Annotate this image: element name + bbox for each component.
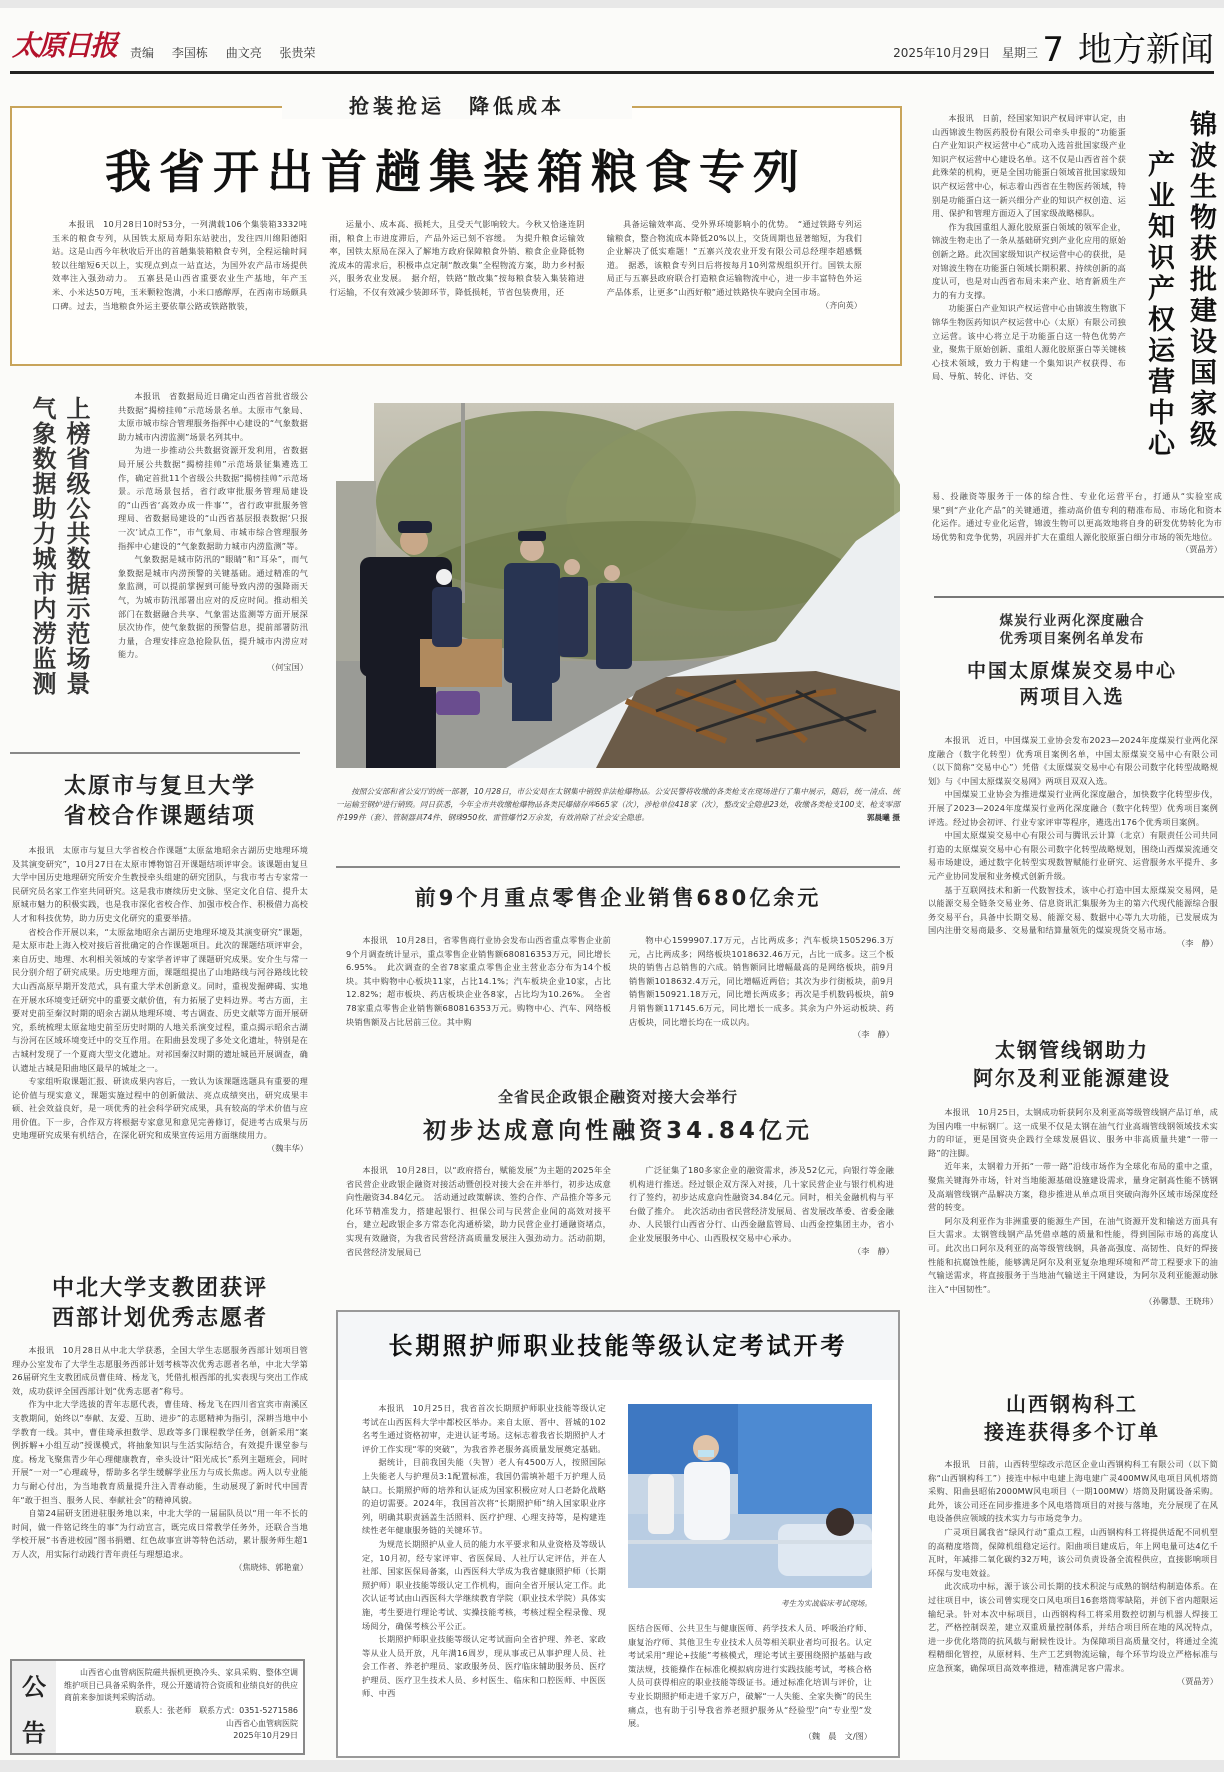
paragraph: 此次成功中标，源于该公司长期的技术积淀与成熟的钢结构制造体系。在过往项目中，该公司曾实现交口风电项目16套塔筒零缺陷，并创下省内超限运输纪录。针对本次中标项目，山西钢构科工将采用数控切割与机器人焊接工艺，严格控制误差，建立双重质量控制体系，并结合项目所在地的风况特点，进一步优化塔筒的抗风载与耐候性设计。为保障项目高质量交付，将通过全流程精细化管控，从原材料、生产工艺到物流运输，每个环节均设立严格标准与应急预案，确保项目高效率推进，精准满足客户需求。	[928, 1581, 1218, 1673]
dateline	[885, 44, 1038, 61]
notice-contact-block	[64, 1705, 298, 1743]
feature-column: 具备运输效率高、受外界环境影响小的优势。 “通过铁路专列运输粮食，整合物流成本降低20%以上，交货周期也显著缩短，为我们企业解决了低实难题！”五寨兴茂农业开发有限公司总经理李超感慨道。 据悉，该粮食专列日后将按每月10列常规组织开行。国铁太原局正与五寨县政府联合打造粮食运输物流中心，进一步丰富特色外运产品体系，让更多“山西好粮”通过铁路快车驶向全国市场。	[606, 219, 862, 297]
headline-line: 山西钢构科工	[1006, 1392, 1138, 1416]
steel-structure-body	[928, 1458, 1218, 1687]
headline-line: 产业知识产权运营中心	[1143, 150, 1174, 460]
coal-kicker	[924, 612, 1220, 648]
feature-column: 本报讯 10月28日10时53分，一列满载106个集装箱3332吨玉米的粮食专列，从国铁太原局寿阳东站驶出，发往四川绵阳德阳站。这是山西今年秋收后开出的首趟集装箱粮食专列，全程运输时间较以往缩短6天以上，实现点到点一站直达，为国外农产品市场提供效率注入强劲动力。 五寨县是山西省重要农业生产基地，年产玉米、小米达50万吨，玉米颗粒饱满，小米口感醇厚，在西南市场颇具口碑。过去，当地粮食外运主要依靠公路或铁路散装，	[52, 219, 308, 311]
paragraph: 气象数据是城市防汛的“眼睛”和“耳朵”，而气象数据是城市内涝预警的关键基础。通过精准的气象监测，可以提前掌握到可能导致内涝的强降雨天气，为城市防汛部署出应对的反应时间。推动相关部门在数据融合共享、气象雷达监测等方面开展深层次协作，使气象数据的预警信息，提前部署防汛力量，合理安排应急抢险队伍，提升城市内涝应对能力。	[118, 554, 308, 660]
paragraph: 本报讯 10月28日从中北大学获悉，全国大学生志愿服务西部计划项目管理办公室发布了大学生志愿服务西部计划考核等次优秀志愿者名单，中北大学第26届研究生支教团成员曹佳琦、杨龙飞，凭借扎根西部的扎实表现与突出工作成效，成功获评全国西部计划“优秀志愿者”称号。	[12, 1345, 308, 1396]
editors-line	[130, 44, 330, 61]
headline-line: 太原市与复旦大学	[63, 774, 256, 799]
coal-body	[928, 734, 1218, 949]
paragraph: 据统计，目前我国失能（失智）老人有4500万人，按照国际上失能老人与护理员3:1配置标准，我国仍需填补超千万护理人员缺口。长期照护师的培养和认证成为国家积极应对人口老龄化战略的迫切需要。2024年，我国首次将“长期照护师”纳入国家职业序列，明确其职责涵盖生活照料、医疗护理、心理支持等，是构建连续性老年健康服务链的关键环节。	[362, 1457, 606, 1536]
paragraph: 本报讯 10月25日，太钢成功斩获阿尔及利亚高等级管线钢产品订单，成为国内唯一中标钢厂。这一成果不仅是太钢在油气行业高端管线钢领域技术实力的印证，更是国资央企践行全球发展倡议、服务中非高质量共建“一带一路”的注脚。	[928, 1107, 1218, 1158]
paragraph: 阿尔及利亚作为非洲重要的能源生产国，在油气资源开发和输送方面具有巨大需求。太钢管线钢产品凭借卓越的质量和性能，得到国际市场的高度认可。此次出口阿尔及利亚的高等级管线钢，具备高强度、高韧性、良好的焊接性能和抗腐蚀性能，能够满足阿尔及利亚复杂地理环境和严苛工程要求下的油气输送需求，将直接服务于当地油气输送主干网建设，为阿尔及利亚能源动脉注入“中国韧性”。	[928, 1215, 1218, 1294]
feature-article	[10, 94, 902, 366]
public-notice	[10, 1659, 305, 1755]
retail-headline[interactable]: 前9个月重点零售企业销售680亿余元	[414, 886, 822, 910]
byline: （李 静）	[1177, 937, 1218, 948]
divider	[934, 596, 1224, 598]
byline: （贾晶芳）	[1181, 544, 1222, 555]
page-header	[1042, 22, 1214, 71]
feature-kicker: 抢装抢运 降低成本	[282, 90, 632, 119]
paragraph: 本报讯 太原市与复旦大学省校合作课题“太原盆地昭余古湖历史地理环境及其演变研究”，10月27日在太原市博物馆召开课题结项评审会。该课题由复旦大学中国历史地理研究所安介生教授牵头组建的研究团队，与我市考古专家常一民研究员名家工作室共同研究。这是我市赓续历史文脉、坚定文化自信、提升太原城市魅力的积极实践，也是我市深化省校合作、加强市校合作、积极借力高校人才和科技优势，助力历史文化研究的重要举措。	[12, 845, 308, 923]
photo-illustration	[336, 391, 900, 768]
ip-center-body	[932, 112, 1126, 384]
notice-body: 山西省心血管病医院磁共振机更换冷头、家具采购、整体空调维护项目已具备采购条件，现公开邀请符合资质和业绩良好的供应商前来参加谈判采购活动。	[64, 1668, 298, 1703]
steel-pipeline-headline[interactable]	[924, 1036, 1220, 1092]
paragraph: 本报讯 日前，经国家知识产权局评审认定，由山西锦波生物医药股份有限公司牵头申报的“功能蛋白产业知识产权运营中心”成功入选首批国家级产业知识产权运营中心建设名单。这不仅是山西省首个获此殊荣的机构，更是全国功能蛋白领域首批国家级知识产权运营中心，标志着山西省在生物医药领域，特别是功能蛋白这一新兴细分产业的知识产权创造、运用、保护和管理方面迈入了国家级战略梯队。	[932, 113, 1126, 219]
fudan-headline[interactable]	[10, 772, 310, 832]
fudan-body	[12, 844, 308, 1154]
steel-structure-headline[interactable]	[924, 1390, 1220, 1446]
article-column: 物中心1599907.17万元，占比两成多；汽车板块1505296.3万元，占比两成多；网络板块1018632.46万元，占比一成多。这三个板块的销售占总销售的六成。销售额同比增幅最高的是网络板块，前9月销售额1018632.4万元，同比增幅近两倍；其次为步行街板块，前9月销售额150921.18万元，同比增长两成多；再次是手机数码板块，前9月销售额117145.6万元，同比增长一成多。其余为户外运动板块、药店板块，同比增长均在一成以内。	[629, 935, 894, 1027]
headline-line: 西部计划优秀志愿者	[51, 1306, 268, 1331]
notice-label-char: 公	[22, 1672, 46, 1701]
paragraph: 广灵项目属我省“绿风行动”重点工程，山西钢构科工将提供适配不同机型的高精度塔筒，保障机组稳定运行。阳曲项目建成后，年上网电量可达4亿千瓦时，年减排二氧化碳约32万吨，该公司负责设备全流程供应，直接影响项目环保与发电效益。	[928, 1526, 1218, 1578]
section-name: 地方新闻	[1078, 30, 1214, 70]
paragraph: 本报讯 近日，中国煤炭工业协会发布2023—2024年度煤炭行业两化深度融合（数字化转型）优秀项目案例名单，中国太原煤炭交易中心有限公司（以下简称“交易中心”）凭借《太原煤炭交易中心有限公司数字化转型战略规划》与《中国太原煤炭交易网》两项目双双入选。	[928, 735, 1218, 786]
headline-line: 中国太原煤炭交易中心	[966, 660, 1177, 682]
sign-board	[436, 691, 480, 715]
paragraph: 医结合医师、公共卫生与健康医师、药学技术人员、呼吸治疗师、康复治疗师、其他卫生专业技术人员等相关职业者均可报名。认定考试采用“理论+技能”考核模式，理论考试主要围绕照护基础与政策法规，技能操作在标准化模拟病房进行实践技能考试，考核合格人员可获得相应的职业技能等级证书。通过标准化培训与评价，让专业长期照护师走进千家万户，破解“一人失能、全家失衡”的民生痛点，也有助于引导我省养老照护服务从“经验型”向“专业型”发展。	[628, 1623, 872, 1729]
headline-line: 阿尔及利亚能源建设	[973, 1066, 1171, 1090]
byline: （贾晶芳）	[1177, 1675, 1218, 1686]
weather-data-body	[118, 390, 308, 673]
masthead	[10, 22, 1214, 74]
newspaper-logo[interactable]: 太原日报	[12, 29, 117, 62]
ip-center-article	[920, 106, 1220, 586]
care-exam-headline[interactable]: 长期照护师职业技能等级认定考试开考	[338, 1312, 898, 1380]
byline: （魏 晨 文/图）	[803, 1730, 872, 1741]
issue-weekday: 星期三	[1001, 46, 1038, 60]
page-number: 7	[1042, 30, 1064, 70]
paragraph: 作为中北大学选拔的青年志愿代表，曹佳琦、杨龙飞在四川省宜宾市南溪区支教期间，始终以“奉献、友爱、互助、进步”的志愿精神为指引，深耕当地中小学教育一线。其中，曹佳琦承担数学、思政等多门课程教学任务，创新采用“案例拆解+小组互动”授课模式，将抽象知识与生活实际结合，有效提升课堂参与度。杨龙飞聚焦青少年心理健康教育，牵头设计“阳光成长”系列主题班会，同时开展“一对一”心理疏导，帮助多名学生缓解学业压力与成长焦虑。两人以专业能力与耐心付出，为当地教育质量提升注入青春动能，生动展现了新时代中国青年“敢于担当、服务人民、奉献社会”的精神风貌。	[12, 1399, 308, 1505]
zhongbei-headline[interactable]	[10, 1274, 310, 1334]
editor-name: 李国栋	[171, 46, 208, 60]
photo-credit: 郭晨曦 摄	[866, 812, 900, 822]
paragraph: 长期照护师职业技能等级认定考试面向全省护理、养老、家政等从业人员开放，凡年满16周岁，现从事或已从事护理人员、社会工作者、养老护理员、家政服务员、医疗临床辅助服务员、医疗护理员、医疗卫生技术人员、乡村医生、临床和口腔医师、中医医师、中西	[362, 1634, 606, 1699]
editor-name: 曲文亮	[225, 46, 262, 60]
feature-column: 运量小、成本高、损耗大，且受天气影响较大。今秋又恰逢连阴雨，粮食上市进度滞后，产品外运已刻不容缓。 为提升粮食运输效率，国铁太原局在深入了解地方政府保障粮食外销、粮食企业降低物流成本的需求后，积极串点定制“散改集”全程物流方案，助力乡村振兴，服务农业发展。 据介绍，铁路“散改集”按每粮食装入集装箱进行运输，不仅有效减少装卸环节，降低损耗，节省包装费用，还	[329, 219, 585, 297]
divider	[10, 752, 300, 754]
byline: （焦晓炜、郭艳童）	[234, 1561, 308, 1572]
weapons-destruction-photo[interactable]	[336, 391, 900, 768]
headline-line: 接连获得多个订单	[984, 1420, 1160, 1444]
byline: （李 静）	[853, 1245, 894, 1256]
paragraph: 本报讯 10月25日，我省首次长期照护师职业技能等级认定考试在山西医科大学中都校区举办。来自太原、晋中、晋城的102名考生通过资格初审，走进认证考场。这标志着我省长期照护人才评价工作实现“零的突破”，为我省养老服务高质量发展奠定基础。	[362, 1403, 606, 1454]
editor-name: 张贵荣	[279, 46, 316, 60]
byline: （孙馨慧、王晓玮）	[1144, 1296, 1218, 1307]
paragraph: 为规范长期照护从业人员的能力水平要求和从业资格及等级认定，10月初，经专家评审、省医保局、人社厅认定评估，并在人社部、国家医保局备案，山西医科大学成为我省健康照护师（长期照护师）职业技能等级认定工作机构，面向全省开展认定工作。此次认证考试由山西医科大学继续教育学院（职业技术学院）具体实施，考生要进行理论考试、实操技能考核，考核过程全程录像、现场阅分，确保考核公平公正。	[362, 1538, 606, 1631]
article-column: 本报讯 10月28日，省零售商行业协会发布山西省重点零售企业前9个月调查统计显示，重点零售企业销售额680816353万元，同比增长6.95%。 此次调查的全省78家重点零售企业主营业态分布为14个板块。其中购物中心板块11家，占比14.1%；汽车板块企业10家，占比12.82%；超市板块、药店板块企业各8家，占比均为10.26%。 全省78家重点零售企业销售额680816353万元。购物中心、汽车、网络板块销售额及占比居前三位。其中购	[346, 935, 611, 1027]
care-exam-body-right	[628, 1622, 872, 1742]
headline-line: 气象数据助力城市内涝监测	[28, 396, 56, 696]
feature-headline[interactable]: 我省开出首趟集装箱粮食专列	[105, 145, 807, 199]
finance-body	[346, 1164, 894, 1259]
coal-headline[interactable]	[924, 658, 1220, 710]
finance-kicker: 全省民企政银企融资对接大会举行	[497, 1088, 738, 1106]
feature-byline: （齐向英）	[821, 299, 862, 310]
divider	[336, 866, 900, 868]
patient-bed	[778, 1524, 872, 1576]
paragraph: 中国太原煤炭交易中心有限公司与腾讯云计算（北京）有限责任公司共同打造的太原煤炭交易中心有限公司数字化转型战略规划，围绕山西煤炭流通交易市场建设，通过数字化转型实现数智赋能行业研究、运营服务水平提升、多元产业协同发展和业务模式创新升级。	[928, 830, 1218, 881]
notice-label-char: 告	[22, 1718, 46, 1747]
headline-line: 锦波生物获批建设国家级	[1185, 110, 1216, 451]
zhongbei-body	[12, 1344, 308, 1573]
paragraph: 省校合作开展以来，“太原盆地昭余古湖历史地理环境及其演变研究”课题，是太原市赴上海入校对接后首批确定的合作课题项目。此次的课题结项评审会，来自历史、地理、水利相关领域的专家学者评审了课题研究成果。安介生与常一民分别介绍了研究成果。历史地理方面，课题组提出了山地路线与河谷路线比较大山西高原早期开发范式，具有重大学术创新意义。同时，重视发掘碑碣、实地在开展水环境变迁研究中的重要文献价值，有力拓展了史料边界。考古方面，主要对史前至秦汉时期的昭余古湖从地理环境、考古调查、历史文献等方面开展研究，系统梳理太原盆地史前至历史时期的人地关系演变过程，重点揭示昭余古湖与汾河在区域环境变迁中的交互作用。在阳曲县发现了多处文化遗址，特别是在古城村发现了一个夏商大型文化遗址。对祁国秦汉时期的遗址城邑开展调查，确认遗址古城是阳曲地区最早的城址之一。	[12, 926, 308, 1073]
kicker-line: 优秀项目案例名单发布	[999, 631, 1145, 647]
paragraph: 为进一步推动公共数据资源开发利用，省数据局开展公共数据“揭榜挂帅”示范场景征集遴选工作，确定首批11个省级公共数据“揭榜挂帅”示范场景。示范场景包括，省行政审批服务管理局建设的“山西省‘高效办成一件事’”，省行政审批服务管理局、省数据局建设的“山西省基层报表数据‘只报一次’试点工作”，市气象局、市城市综合管理服务指挥中心建设的“气象数据助力城市内涝监测”等。	[118, 445, 308, 551]
editors-label: 责编	[130, 46, 155, 60]
care-exam-photo[interactable]	[628, 1404, 872, 1588]
headline-line: 中北大学支教团获评	[51, 1276, 268, 1301]
headline-line: 上榜省级公共数据示范场景	[62, 396, 90, 696]
carton-box	[420, 639, 502, 687]
byline: （何宝国）	[267, 661, 308, 672]
byline: （魏丰华）	[267, 1143, 308, 1154]
newspaper-page	[0, 8, 1224, 1760]
paragraph: 中国煤炭工业协会为推进煤炭行业两化深度融合，加快数字化转型步伐，开展了2023—2024年度煤炭行业两化深度融合（数字化转型）优秀项目案例评选。经过协会初评、行业专家评审等程序，遴选出176个优秀项目案例。	[928, 789, 1218, 827]
finance-headline[interactable]: 初步达成意向性融资34.84亿元	[423, 1118, 813, 1144]
paragraph: 作为我国重组人源化胶原蛋白领域的领军企业，锦波生物走出了一条从基础研究到产业化应用的原始创新之路。此次国家级知识产权运营中心的获批，是对锦波生物在功能蛋白领域长期积累、持续创新的高度认可，也是对山西省布局未来产业、培育新质生产力的有力支撑。	[932, 221, 1126, 300]
ip-center-body-wide	[932, 490, 1222, 555]
retail-body	[346, 934, 894, 1040]
notice-date: 2025年10月29日	[233, 1731, 298, 1741]
steel-pipeline-body	[928, 1106, 1218, 1307]
headline-line: 两项目入选	[1019, 686, 1125, 708]
headline-line: 太钢管线钢助力	[995, 1038, 1149, 1062]
paragraph: 基于互联网技术和新一代数智技术，该中心打造中国太原煤炭交易网，是以能源交易全链条交易业务、信息资讯汇集服务为主的第六代现代能源综合服务交易平台，具备中长期交易、能源交易、数据中心等九大功能，已发展成为国内注册交易商最多、交易量和结算量领先的煤炭现货交易市场。	[928, 884, 1218, 936]
byline: （李 静）	[853, 1029, 894, 1040]
weather-data-headline[interactable]	[28, 396, 90, 696]
care-exam-article	[336, 1310, 900, 1758]
paragraph: 本报讯 日前，山西转型综改示范区企业山西钢构科工有限公司（以下简称“山西钢构科工”）接连中标中电建上海电建广灵400MW风电项目风机塔筒采购、阳曲县昭佑2000MW风电项目（一期100MW）塔筒及附属设备采购。此外，该公司还在同步推进多个风电塔筒项目的对接与落地，充分展现了在风电设备供应领域的技术实力与市场竞争力。	[928, 1459, 1218, 1524]
headline-line: 省校合作课题结项	[63, 804, 256, 829]
kicker-line: 煤炭行业两化深度融合	[999, 613, 1145, 629]
examiner-head	[693, 1435, 719, 1461]
notice-contact: 联系人：张老师 联系方式：0351-5271586	[135, 1706, 298, 1715]
paragraph: 自第24届研支团进驻服务地以来，中北大学的一届届队员以“用一年不长的时间，做一件铭记终生的事”为行动宣言，既完成日常教学任务外，还联合当地学校开展“书香进校园”图书捐赠、红色故事宣讲等特色活动，累计服务师生超1万人次，用实际行动践行青年责任与理想追求。	[12, 1508, 308, 1559]
notice-org: 山西省心血管病医院	[226, 1718, 298, 1728]
paragraph: 功能蛋白产业知识产权运营中心由锦波生物旗下锦华生物医药知识产权运营中心（太原）有限公司独立运营。该中心将立足于功能蛋白这一特色优势产业，聚焦于原始创新、重组人源化胶原蛋白等关键核心技术领域，致力于构建一个集知识产权获得、布局、导航、转化、评估、交	[932, 303, 1126, 382]
examiner-coat	[684, 1462, 730, 1540]
article-column: 本报讯 10月28日，以“政府搭台，赋能发展”为主题的2025年全省民营企业政银企融资对接活动暨创投对接大会在并举行，初步达成意向性融资34.84亿元。 活动通过政策解读、签约合作、产品推介等多元化环节精准发力，搭建起银行、担保公司与民营企业间的高效对接平台，建立起政银企多方常态化沟通桥梁，助力民营企业打通融资堵点，实现有效融资，为我省民营经济高质量发展注入强劲动力。活动前期，省民营经济发展局已	[346, 1165, 611, 1257]
caption-text: 按照公安部和省公安厅的统一部署，10月28日，市公安局在太钢集中销毁非法枪爆物品。公安民警将收缴的各类枪支在现场进行了集中展示，随后，统一清点、统一运输至钢炉进行销毁。同日获悉，今年全市共收缴枪爆物品各类民爆储存库665家（次），涉枪单位418家（次），整改安全隐患23处，收缴各类枪支100支、枪支零部件199件（套）、管制器具74件、钢珠950枚、雷管爆竹2万余发，有效消除了社会安全隐患。	[336, 787, 900, 822]
photo-caption	[336, 786, 900, 824]
paragraph: 近年来，太钢着力开拓“一带一路”沿线市场作为全球化布局的重中之重，聚焦关键海外市场，针对当地能源基础设施建设需求，量身定制高性能不锈钢及高端管线钢产品解决方案，稳步推进从单点项目突破向海外区域市场深度经营的转变。	[928, 1161, 1218, 1213]
photo-illustration	[628, 1404, 872, 1588]
care-exam-body	[362, 1402, 606, 1701]
paragraph: 专家组听取课题汇报、研读成果内容后，一致认为该课题选题具有重要的理论价值与现实意义，课题实施过程中的创新做法、亮点成绩突出，研究成果丰硕、社会效益良好，是一项优秀的社会科学研究成果，具有较高的学术价值与应用价值。下一步，合作双方将根据专家意见和意见完善修订，促进考古成果与历史地理研究成果有机结合，在深化研究和成果宣传运用方面继续用力。	[12, 1076, 308, 1141]
notice-label	[12, 1661, 56, 1753]
article-column: 广泛征集了180多家企业的融资需求，涉及52亿元，向银行等金融机构进行推送。经过银企双方深入对接，几十家民营企业与银行机构进行了签约，初步达成意向性融资34.84亿元。同时，相关金融机构与平台做了推介。 此次活动由省民营经济发展局、省发展改革委、省委金融办、人民银行山西省分行、山西金融监管局、山西金控集团主办，省小企业发展服务中心、山西股权交易中心承办。	[629, 1165, 894, 1243]
ip-center-headline[interactable]	[1142, 110, 1216, 460]
weather-data-article	[10, 380, 310, 730]
issue-date: 2025年10月29日	[893, 46, 991, 60]
paragraph: 本报讯 省数据局近日确定山西省首批省级公共数据“揭榜挂帅”示范场景名单。太原市气象局、太原市城市综合管理服务指挥中心建设的“气象数据助力城市内涝监测”场景名列其中。	[118, 391, 308, 442]
photo-caption: 考生为实战临床考试现场。	[780, 1599, 872, 1608]
feature-body	[52, 218, 862, 313]
paragraph: 易、投融资等服务于一体的综合性、专业化运营平台，打通从“实验室成果”到“产业化产品”的关键通道，推动高价值专利的精准布局、市场化和资本化运作。通过专业化运营，锦波生物可以更高效地将自身的研发优势转化为市场优势和竞争优势，巩固并扩大在重组人源化胶原蛋白细分市场的领先地位。	[932, 491, 1222, 542]
